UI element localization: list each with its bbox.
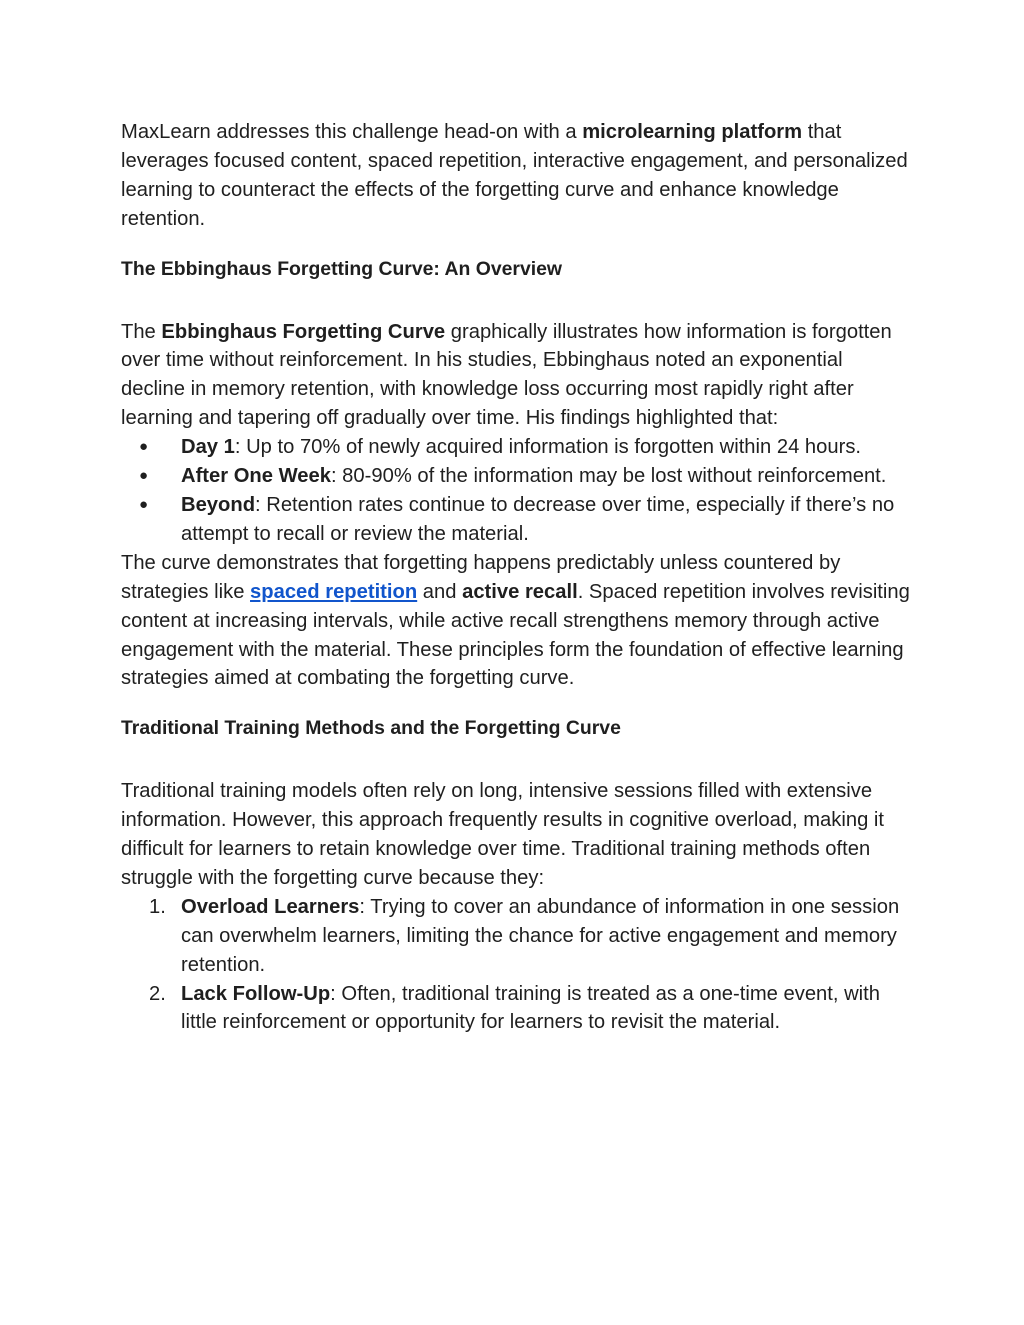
traditional-paragraph: Traditional training models often rely on long, intensive sessions filled with extensive information. However, this approach frequently results in cognitive overload, making it difficult for learners to retain knowledge over time. Traditional training methods often struggle with the forgetting curve because they: [121,780,885,889]
bullet-icon: ● [139,438,149,456]
bullet-icon: ● [139,495,149,513]
active-recall-term: active recall [462,580,578,603]
list-item: ● After One Week: 80-90% of the information may be lost without reinforcement. [121,462,911,491]
ebbinghaus-paragraph: The Ebbinghaus Forgetting Curve graphically illustrates how information is forgotten over time without reinforcement. In his studies, Ebbinghaus noted an exponential decline in memory retention, with knowledge loss occurring most rapidly right after learning and tapering off gradually over time. His findings highlighted that: [121,320,892,430]
section-heading-ebbinghaus: The Ebbinghaus Forgetting Curve: An Overview [121,257,563,280]
document-page [121,118,911,1037]
list-number: 1. [149,895,166,918]
curve-paragraph: The curve demonstrates that forgetting happens predictably unless countered by strategies like spaced repetition and active recall. Spaced repetition involves revisiting content at increasing intervals, while active recall strengthens memory through active engagement with the material. These principles form the foundation of effective learning strategies aimed at combating the forgetting curve. [121,551,910,690]
intro-paragraph: MaxLearn addresses this challenge head-on with a microlearning platform that leverages focused content, spaced repetition, interactive engagement, and personalized learning to counteract the effects of the forgetting curve and enhance knowledge retention. [121,121,908,230]
bullet-icon: ● [139,467,149,485]
spaced-repetition-link[interactable]: spaced repetition [250,580,418,603]
ebbinghaus-term: Ebbinghaus Forgetting Curve [161,320,446,343]
section-heading-traditional: Traditional Training Methods and the Forgetting Curve [121,717,621,740]
list-item: 1. Overload Learners: Trying to cover an abundance of information in one session can overwhelm learners, limiting the chance for active engagement and memory retention. [121,893,911,980]
list-item: ● Day 1: Up to 70% of newly acquired information is forgotten within 24 hours. [121,433,911,462]
list-number: 2. [149,982,166,1005]
list-item: ● Beyond: Retention rates continue to decrease over time, especially if there’s no attempt to recall or review the material. [121,491,911,549]
findings-bullet-list [121,433,911,549]
list-item: 2. Lack Follow-Up: Often, traditional training is treated as a one-time event, with little reinforcement or opportunity for learners to revisit the material. [121,980,911,1038]
reasons-numbered-list [121,893,911,1038]
microlearning-platform-term: microlearning platform [582,121,803,143]
